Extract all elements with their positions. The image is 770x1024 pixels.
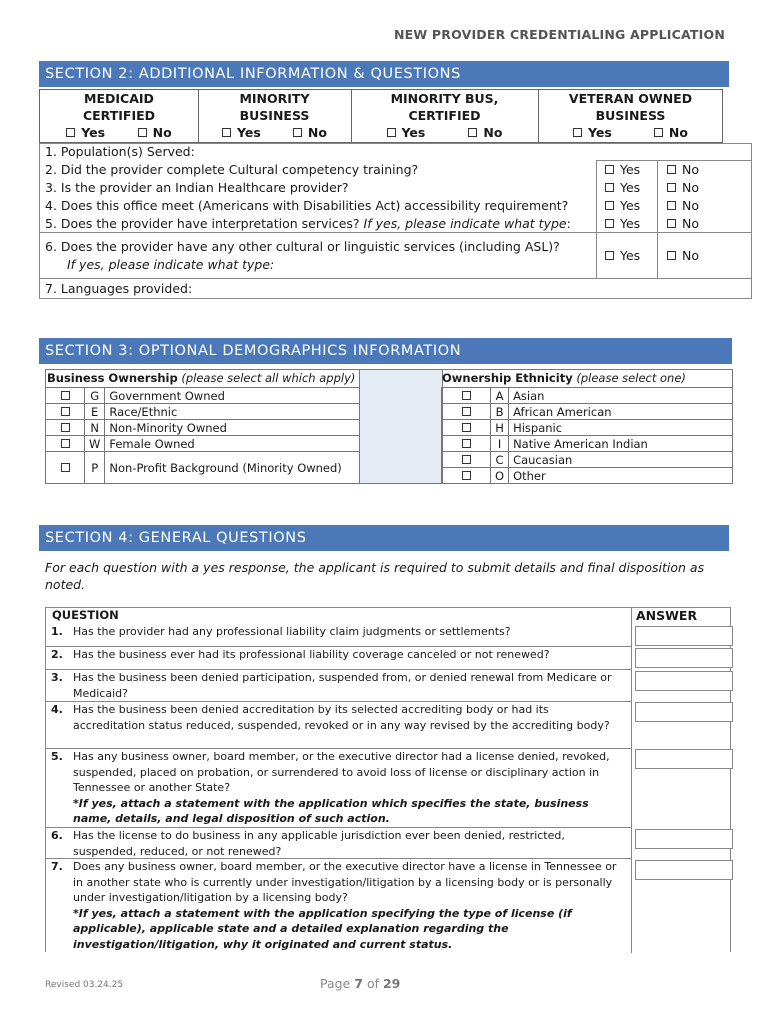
- general-question-row: 7. Does any business owner, board member, or the executive director have a license in Tennessee or in another state who is currently under investigation/litigation by a licensing body or is personally under investigation/litigation by a licensing body? *If yes, attach a statement with the application specifying the type of license (if applicable), applicable state and a detailed explanation regarding the investigation/litigation, why it originated and current status.: [51, 860, 617, 951]
- checkbox-icon: [462, 439, 471, 448]
- section-2-title: SECTION 2: ADDITIONAL INFORMATION & QUESTIONS: [45, 66, 461, 82]
- answer-field-7[interactable]: [635, 860, 733, 880]
- checkbox-icon: [605, 201, 614, 210]
- ownership-heading: Business Ownership (please select all which apply): [47, 371, 356, 385]
- ownership-e-checkbox[interactable]: [46, 404, 85, 420]
- answer-field-6[interactable]: [635, 829, 733, 849]
- demographics-spacer: [359, 370, 443, 483]
- general-question-row: 4. Has the business been denied accreditation by its selected accrediting body or had its accreditation status reduced, suspended, revoked or in any way revised by the accrediting body?: [45, 702, 631, 749]
- checkbox-icon: [293, 128, 302, 137]
- checkbox-icon: [667, 201, 676, 210]
- checkbox-icon: [667, 251, 676, 260]
- checkbox-icon: [462, 407, 471, 416]
- revision-date: Revised 03.24.25: [45, 980, 124, 990]
- section-4-title: SECTION 4: GENERAL QUESTIONS: [45, 530, 307, 546]
- checkbox-icon: [462, 391, 471, 400]
- checkbox-icon: [66, 128, 75, 137]
- ethnicity-c-checkbox[interactable]: [442, 452, 491, 468]
- ownership-p-checkbox[interactable]: [46, 452, 85, 484]
- general-question-row: 3. Has the business been denied participation, suspended from, or denied renewal from Medicare or Medicaid?: [45, 670, 631, 702]
- ownership-row: N Non-Minority Owned: [46, 420, 360, 436]
- checkbox-icon: [61, 423, 70, 432]
- ethnicity-row: O Other: [442, 468, 733, 484]
- q6-no-checkbox[interactable]: No: [667, 248, 699, 263]
- checkbox-icon: [605, 183, 614, 192]
- ownership-n-checkbox[interactable]: [46, 420, 85, 436]
- ownership-row: P Non-Profit Background (Minority Owned): [46, 452, 360, 484]
- minority-bus-certified-no-checkbox[interactable]: No: [468, 124, 502, 141]
- ethnicity-i-checkbox[interactable]: [442, 436, 491, 452]
- q3-no-checkbox[interactable]: No: [667, 180, 699, 195]
- general-question-row: 6. Has the license to do business in any applicable jurisdiction ever been denied, restricted, suspended, reduced, or not renewed?: [45, 828, 631, 859]
- general-question-row: 2. Has the business ever had its professional liability coverage canceled or not renewed?: [45, 647, 631, 670]
- general-question-row: 1. Has the provider had any professional liability claim judgments or settlements?: [45, 624, 631, 647]
- q2-no-checkbox[interactable]: No: [667, 162, 699, 177]
- answer-field-4[interactable]: [635, 702, 733, 722]
- q4-no-checkbox[interactable]: No: [667, 198, 699, 213]
- page-number: Page 7 of 29: [320, 976, 401, 991]
- column-question-header: QUESTION: [52, 608, 119, 622]
- checkbox-icon: [462, 471, 471, 480]
- answer-field-5[interactable]: [635, 749, 733, 769]
- checkbox-icon: [667, 165, 676, 174]
- column-answer-header: ANSWER: [636, 608, 698, 623]
- question-indian-healthcare: 3. Is the provider an Indian Healthcare provider?: [45, 180, 349, 195]
- minority-business-yes-checkbox[interactable]: Yes: [222, 124, 261, 141]
- checkbox-icon: [61, 391, 70, 400]
- checkbox-icon: [605, 251, 614, 260]
- section-2-header: [39, 61, 729, 87]
- question-languages: 7. Languages provided:: [45, 281, 193, 296]
- ethnicity-row: A Asian: [442, 388, 733, 404]
- medicaid-no-checkbox[interactable]: No: [138, 124, 172, 141]
- ownership-g-checkbox[interactable]: [46, 388, 85, 404]
- answer-field-2[interactable]: [635, 648, 733, 668]
- checkbox-icon: [667, 183, 676, 192]
- checkbox-icon: [573, 128, 582, 137]
- answer-field-3[interactable]: [635, 671, 733, 691]
- ownership-row: E Race/Ethnic: [46, 404, 360, 420]
- q5-no-checkbox[interactable]: No: [667, 216, 699, 231]
- ownership-row: W Female Owned: [46, 436, 360, 452]
- q2-yes-checkbox[interactable]: Yes: [605, 162, 640, 177]
- q4-yes-checkbox[interactable]: Yes: [605, 198, 640, 213]
- checkbox-icon: [605, 219, 614, 228]
- checkbox-icon: [61, 407, 70, 416]
- minority-business-no-checkbox[interactable]: No: [293, 124, 327, 141]
- q5-yes-checkbox[interactable]: Yes: [605, 216, 640, 231]
- section-4-intro: For each question with a yes response, the applicant is required to submit details and final disposition as noted.: [45, 560, 705, 592]
- cert-minority-business: MINORITY BUSINESS Yes No: [198, 90, 351, 141]
- ownership-row: G Government Owned: [46, 388, 360, 404]
- question-interpretation: 5. Does the provider have interpretation services? If yes, please indicate what type:: [45, 216, 571, 231]
- checkbox-icon: [462, 455, 471, 464]
- ethnicity-heading: Ownership Ethnicity (please select one): [442, 371, 686, 385]
- question-linguistic-type: If yes, please indicate what type:: [67, 257, 275, 272]
- ethnicity-row: H Hispanic: [442, 420, 733, 436]
- checkbox-icon: [138, 128, 147, 137]
- q3-yes-checkbox[interactable]: Yes: [605, 180, 640, 195]
- question-population: 1. Population(s) Served:: [45, 144, 195, 159]
- ethnicity-a-checkbox[interactable]: [442, 388, 491, 404]
- checkbox-icon: [654, 128, 663, 137]
- document-title: NEW PROVIDER CREDENTIALING APPLICATION: [393, 27, 725, 42]
- checkbox-icon: [387, 128, 396, 137]
- ethnicity-h-checkbox[interactable]: [442, 420, 491, 436]
- checkbox-icon: [462, 423, 471, 432]
- ethnicity-row: I Native American Indian: [442, 436, 733, 452]
- ethnicity-table: [441, 387, 733, 484]
- section-4-header: [39, 525, 729, 551]
- checkbox-icon: [667, 219, 676, 228]
- ethnicity-row: C Caucasian: [442, 452, 733, 468]
- veteran-owned-no-checkbox[interactable]: No: [654, 124, 688, 141]
- checkbox-icon: [61, 463, 70, 472]
- ethnicity-o-checkbox[interactable]: [442, 468, 491, 484]
- checkbox-icon: [61, 439, 70, 448]
- section-3-header: [39, 338, 732, 364]
- question-ada: 4. Does this office meet (Americans with Disabilities Act) accessibility requirement?: [45, 198, 569, 213]
- ethnicity-b-checkbox[interactable]: [442, 404, 491, 420]
- general-question-row: 5. Has any business owner, board member, or the executive director had a license denied, revoked, suspended, placed on probation, or surrendered to avoid loss of license or disciplinary action in Tennessee or another State? *If yes, attach a statement with the application which specifies the state, business name, details, and legal disposition of such action.: [45, 749, 631, 828]
- checkbox-icon: [222, 128, 231, 137]
- medicaid-yes-checkbox[interactable]: Yes: [66, 124, 105, 141]
- q6-yes-checkbox[interactable]: Yes: [605, 248, 640, 263]
- ownership-w-checkbox[interactable]: [46, 436, 85, 452]
- cert-minority-bus-certified: MINORITY BUS, CERTIFIED Yes No: [351, 90, 538, 141]
- section-3-title: SECTION 3: OPTIONAL DEMOGRAPHICS INFORMATION: [45, 343, 462, 359]
- veteran-owned-yes-checkbox[interactable]: Yes: [573, 124, 612, 141]
- question-linguistic-services: 6. Does the provider have any other cultural or linguistic services (including ASL)?: [45, 239, 560, 254]
- ownership-table: [45, 387, 360, 484]
- minority-bus-certified-yes-checkbox[interactable]: Yes: [387, 124, 426, 141]
- answer-field-1[interactable]: [635, 626, 733, 646]
- checkbox-icon: [468, 128, 477, 137]
- cert-veteran-owned: VETERAN OWNED BUSINESS Yes No: [568, 91, 693, 140]
- question-cultural-competency: 2. Did the provider complete Cultural competency training?: [45, 162, 419, 177]
- checkbox-icon: [605, 165, 614, 174]
- cert-medicaid: MEDICAID CERTIFIED Yes No: [40, 90, 198, 141]
- ethnicity-row: B African American: [442, 404, 733, 420]
